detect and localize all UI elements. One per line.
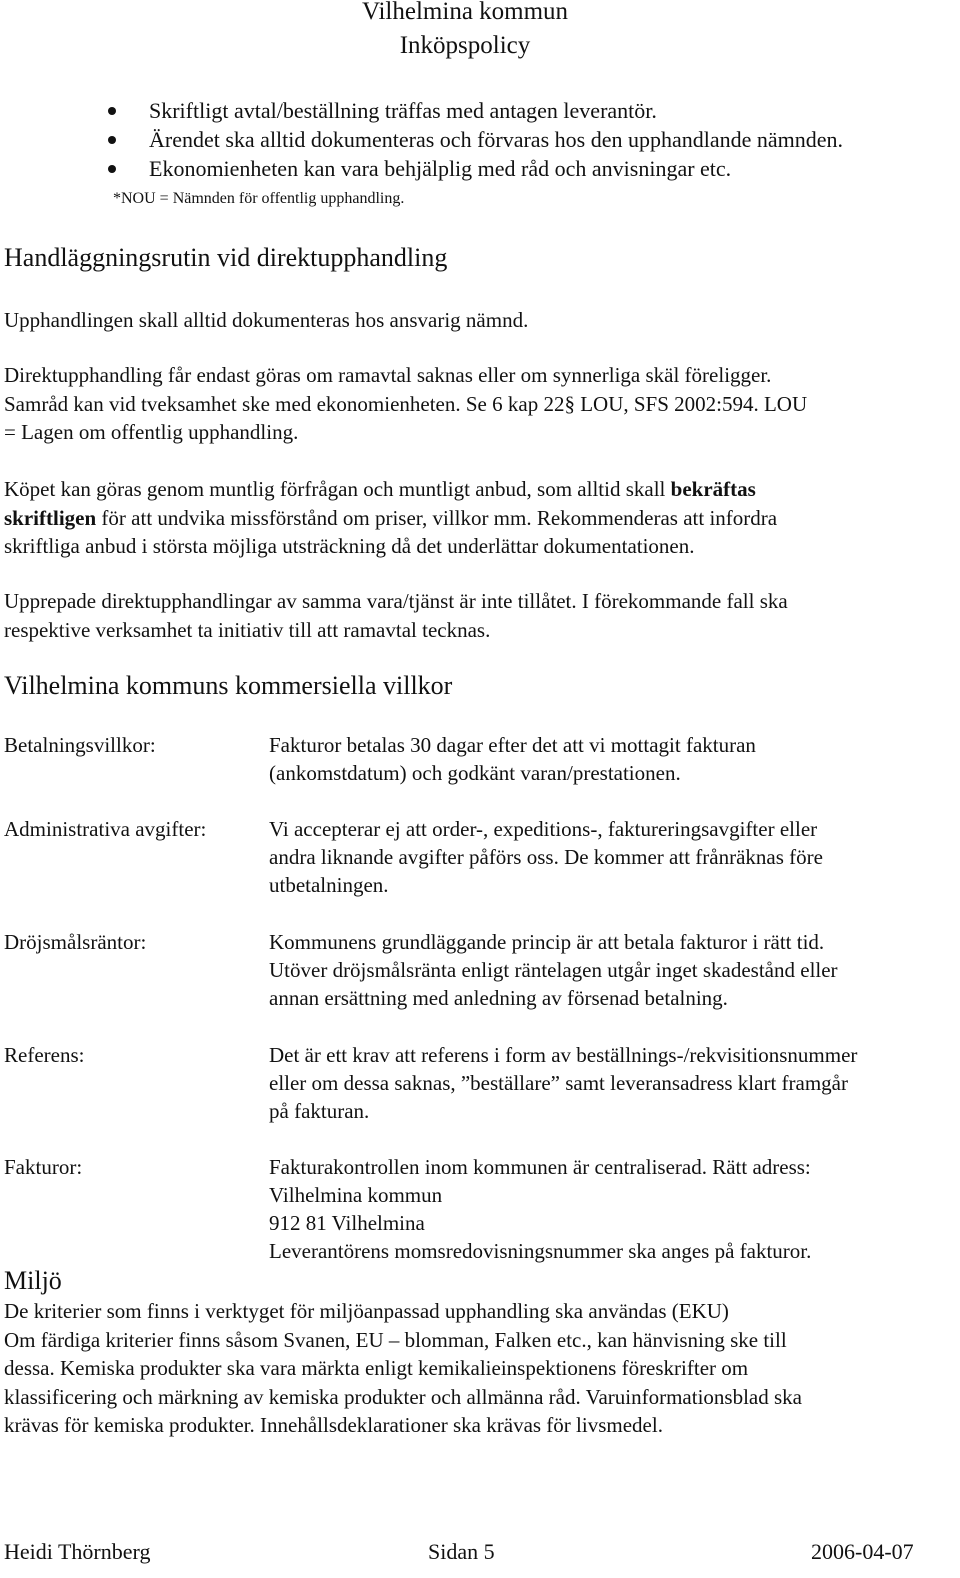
term-value-invoices [269,1153,959,1265]
environment-heading: Miljö [4,1266,62,1295]
text-line: (ankomstdatum) och godkänt varan/prestationen. [269,761,681,785]
term-label-payment: Betalningsvillkor: [4,733,156,757]
term-value-admin-fees [269,815,959,899]
text-line: respektive verksamhet ta initiativ till att ramavtal tecknas. [4,617,491,642]
text-line: klassificering och märkning av kemiska produkter och allmänna råd. Varuinformationsblad ska [4,1384,802,1409]
bold-text: bekräftas [670,477,756,501]
term-label-invoices: Fakturor: [4,1155,83,1179]
text-segment: Köpet kan göras genom muntlig förfrågan och muntligt anbud, som alltid skall [4,477,671,501]
repeated-procurement-paragraph [4,587,949,644]
commercial-terms-heading: Vilhelmina kommuns kommersiella villkor [4,671,453,700]
text-line: Fakturor betalas 30 dagar efter det att vi mottagit fakturan [269,733,756,757]
direct-procurement-heading: Handläggningsrutin vid direktupphandling [4,243,448,272]
header-title: Inköpspolicy [399,32,531,59]
text-line: skriftliga anbud i största möjliga utsträckning då det underlättar dokumentationen. [4,534,695,558]
term-label-late-interest: Dröjsmålsräntor: [4,930,147,954]
text-line: Leverantörens momsredovisningsnummer ska anges på fakturor. [269,1239,812,1263]
text-line: Det är ett krav att referens i form av beställnings-/rekvisitionsnummer [269,1043,858,1067]
footer-page-number: Sidan 5 [428,1539,495,1564]
text-line: eller om dessa saknas, ”beställare” samt leveransadress klart framgår [269,1071,848,1095]
bullet-icon [108,136,116,144]
term-value-payment [269,731,959,787]
text-line: på fakturan. [269,1099,370,1123]
bullet-text: Ekonomienheten kan vara behjälplig med råd och anvisningar etc. [149,156,732,181]
bullet-text: Ärendet ska alltid dokumenteras och förvaras hos den upphandlande nämnden. [149,127,844,152]
text-line: annan ersättning med anledning av försenad betalning. [269,986,728,1010]
text-line: Vilhelmina kommun [269,1183,443,1207]
footer-author: Heidi Thörnberg [4,1539,151,1564]
term-value-reference [269,1041,959,1125]
text-line: andra liknande avgifter påförs oss. De kommer att frånräknas före [269,845,823,869]
nou-footnote: *NOU = Nämnden för offentlig upphandling. [113,190,405,207]
term-label-reference: Referens: [4,1043,85,1067]
text-line: Direktupphandling får endast göras om ramavtal saknas eller om synnerliga skäl föreligger. [4,363,772,387]
bullet-icon [108,165,116,173]
text-line: 912 81 Vilhelmina [269,1211,425,1235]
text-segment: för att undvika missförstånd om priser, villkor mm. Rekommenderas att infordra [96,505,778,530]
text-line: Fakturakontrollen inom kommunen är centraliserad. Rätt adress: [269,1155,811,1179]
text-line: De kriterier som finns i verktyget för miljöanpassad upphandling ska användas (EKU) [4,1299,729,1323]
text-line: krävas för kemiska produkter. Innehållsdeklarationer ska krävas för livsmedel. [4,1413,663,1437]
text-line: Upprepade direktupphandlingar av samma vara/tjänst är inte tillåtet. I förekommande fall ska [4,589,788,613]
text-line: = Lagen om offentlig upphandling. [4,420,299,444]
text-line: Utöver dröjsmålsränta enligt räntelagen utgår inget skadestånd eller [269,958,838,982]
header-organization: Vilhelmina kommun [361,0,569,25]
documentation-paragraph: Upphandlingen skall alltid dokumenteras hos ansvarig nämnd. [4,308,529,332]
bullet-text: Skriftligt avtal/beställning träffas med antagen leverantör. [149,98,657,123]
direct-procurement-paragraph [4,361,949,447]
text-line: Vi accepterar ej att order-, expeditions-, faktureringsavgifter eller [269,817,818,841]
term-label-admin-fees: Administrativa avgifter: [4,817,207,841]
environment-paragraph [4,1297,949,1440]
text-line [4,504,949,533]
text-line: Kommunens grundläggande princip är att betala fakturor i rätt tid. [269,930,825,954]
text-line [4,475,949,504]
text-line: Om färdiga kriterier finns såsom Svanen, EU – blomman, Falken etc., kan hänvisning ske till [4,1327,787,1352]
term-value-late-interest [269,928,959,1012]
oral-offer-paragraph [4,475,949,561]
bold-text: skriftligen [4,505,97,530]
bullet-icon [108,107,116,115]
footer-date: 2006-04-07 [811,1539,914,1564]
text-line: utbetalningen. [269,873,389,897]
text-line: dessa. Kemiska produkter ska vara märkta enligt kemikalieinspektionens föreskrifter om [4,1356,749,1380]
text-line: Samråd kan vid tveksamhet ske med ekonomienheten. Se 6 kap 22§ LOU, SFS 2002:594. LOU [4,391,808,416]
